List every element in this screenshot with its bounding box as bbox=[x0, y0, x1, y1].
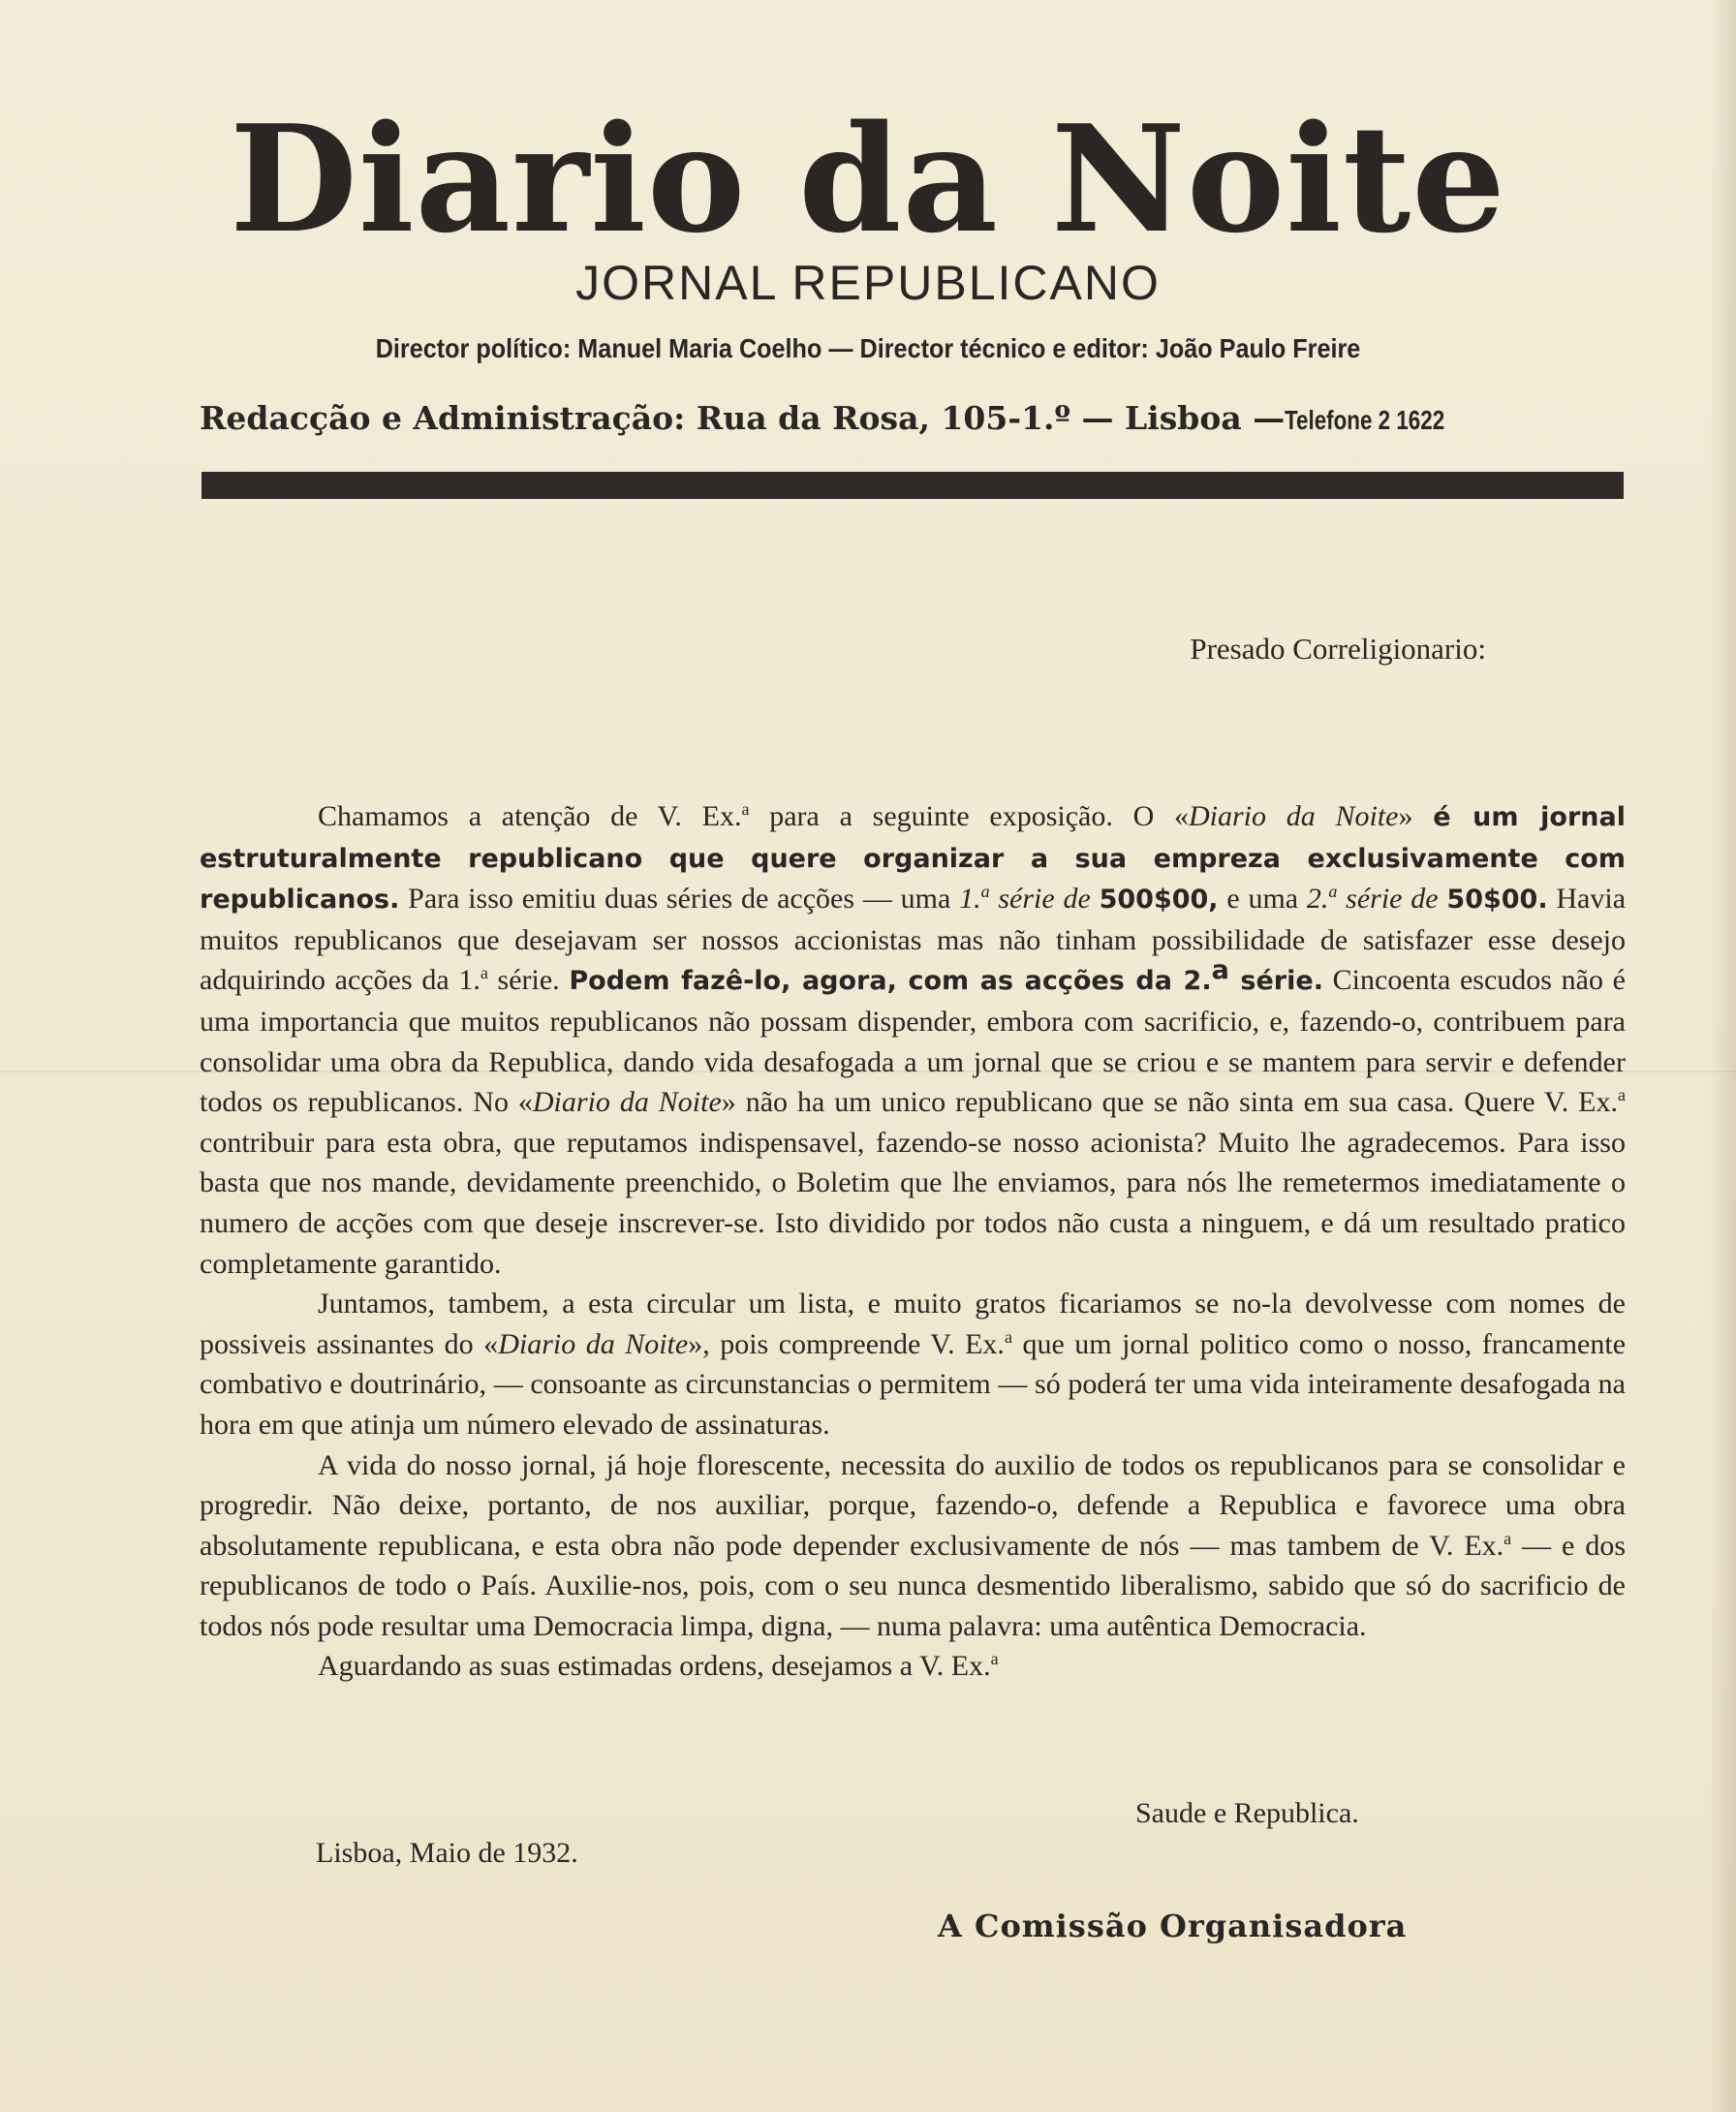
newspaper-name-italic: Diario da Noite bbox=[1188, 800, 1399, 832]
superscript: a bbox=[980, 882, 990, 902]
italic-run: 1. bbox=[959, 883, 981, 916]
superscript: a bbox=[480, 963, 488, 983]
bold-statement: é um jornal estruturalmente republicano que quere organizar a sua empreza exclusivamente com republicanos. bbox=[200, 802, 1626, 916]
paragraph-2 bbox=[200, 1284, 1626, 1444]
paragraph-1 bbox=[200, 796, 1626, 1284]
bold-statement: série. bbox=[1228, 966, 1323, 997]
text-run: contribuir para esta obra, que reputamos indispensavel, fazendo-se nosso acionista? Muito lhe agradecemos. Para isso basta que nos mande, devidamente preenchido, o Boletim que lhe enviamos, para nós lhe remetermos imediatamente o numero de acções com que deseje inscrever-se. Isto dividido por todos não custa a ninguem, e dá um resultado pratico completamente garantido. bbox=[200, 1126, 1626, 1280]
text-run: Chamamos a atenção de V. Ex. bbox=[318, 800, 742, 832]
text-run: Aguardando as suas estimadas ordens, desejamos a V. Ex. bbox=[318, 1650, 991, 1683]
text-run: e uma bbox=[1218, 883, 1307, 916]
superscript: a bbox=[1618, 1085, 1626, 1105]
text-run: » não ha um unico republicano que se não sinta em sua casa. Quere V. Ex. bbox=[721, 1086, 1618, 1119]
masthead-rule bbox=[202, 472, 1624, 499]
price-first-series: 500$00, bbox=[1099, 885, 1219, 916]
text-run: que um jornal politico como o nosso, francamente combativo e doutrinário, — consoante as circunstancias o permitem — só poderá ter uma vida inteiramente desafogada na hora em que atinja um número elevado de assinaturas. bbox=[200, 1327, 1627, 1441]
closing-place-date: Lisboa, Maio de 1932. bbox=[316, 1837, 578, 1869]
paper-edge-shadow bbox=[1709, 0, 1736, 2112]
price-second-series: 50$00. bbox=[1446, 885, 1548, 916]
newspaper-subtitle: JORNAL REPUBLICANO bbox=[575, 256, 1161, 310]
paragraph-3 bbox=[200, 1445, 1626, 1647]
superscript: a bbox=[1004, 1326, 1012, 1347]
newspaper-name-italic: Diario da Noite bbox=[532, 1086, 722, 1119]
text-run: para a seguinte exposição. O « bbox=[749, 800, 1189, 832]
italic-run: série de bbox=[989, 883, 1091, 916]
signature: A Comissão Organisadora bbox=[938, 1908, 1408, 1944]
superscript: a bbox=[1328, 882, 1338, 902]
closing-salute: Saude e Republica. bbox=[1135, 1797, 1359, 1829]
superscript: a bbox=[1211, 955, 1229, 986]
text-run bbox=[1091, 883, 1100, 915]
text-run: Juntamos, tambem, a esta circular um lista, e muito gratos ficariamos se no-la devolvesse com nomes de possiveis assinantes do « bbox=[200, 1288, 1626, 1360]
text-run: série. bbox=[487, 964, 570, 997]
address-text: Redacção e Administração: Rua da Rosa, 105-1.º — Lisboa — bbox=[200, 399, 1286, 437]
paragraph-4 bbox=[200, 1646, 1626, 1687]
letter-greeting: Presado Correligionario: bbox=[1190, 632, 1486, 666]
italic-run: 2. bbox=[1306, 883, 1329, 916]
text-run: », pois compreende V. Ex. bbox=[688, 1327, 1005, 1360]
letter-body bbox=[200, 796, 1626, 1687]
directors-line: Director político: Manuel Maria Coelho — Director técnico e editor: João Paulo Freire bbox=[375, 333, 1361, 363]
address-line bbox=[200, 397, 1628, 442]
text-run: — e dos republicanos de todo o País. Auxilie-nos, pois, com o seu nunca desmentido liberalismo, sabido que só do sacrificio de todos nós pode resultar uma Democracia limpa, digna, — numa palavra: uma autêntica Democracia. bbox=[200, 1529, 1626, 1642]
phone-text: Telefone 2 1622 bbox=[1285, 405, 1445, 435]
superscript: a bbox=[741, 799, 750, 819]
text-run: Havia muitos republicanos que desejavam ser nossos accionistas mas não tinham possibilidade de satisfazer esse desejo adquirindo acções da 1. bbox=[200, 883, 1627, 997]
text-run: Para isso emitiu duas séries de acções — uma bbox=[399, 883, 960, 916]
bold-statement: Podem fazê-lo, agora, com as acções da 2. bbox=[569, 966, 1212, 997]
newspaper-name-italic: Diario da Noite bbox=[498, 1327, 689, 1360]
text-run: Cincoenta escudos não é uma importancia que muitos republicanos não possam dispender, embora com sacrificio, e, fazendo-o, contribuem para consolidar uma obra da Republica, dando vida desafogada a um jornal que se criou e se mantem para servir e defender todos os republicanos. No « bbox=[200, 964, 1626, 1119]
italic-run: série de bbox=[1337, 883, 1439, 916]
text-run: A vida do nosso jornal, já hoje florescente, necessita do auxilio de todos os republicanos para se consolidar e progredir. Não deixe, portanto, de nos auxiliar, porque, fazendo-o, defende a Republica e favorece uma obra absolutamente republicana, e esta obra não pode depender exclusivamente de nós — mas tambem de V. Ex. bbox=[200, 1448, 1626, 1562]
text-run: » bbox=[1398, 800, 1434, 832]
superscript: a bbox=[1504, 1528, 1512, 1548]
superscript: a bbox=[990, 1649, 999, 1669]
newspaper-title: Diario da Noite bbox=[230, 92, 1506, 265]
